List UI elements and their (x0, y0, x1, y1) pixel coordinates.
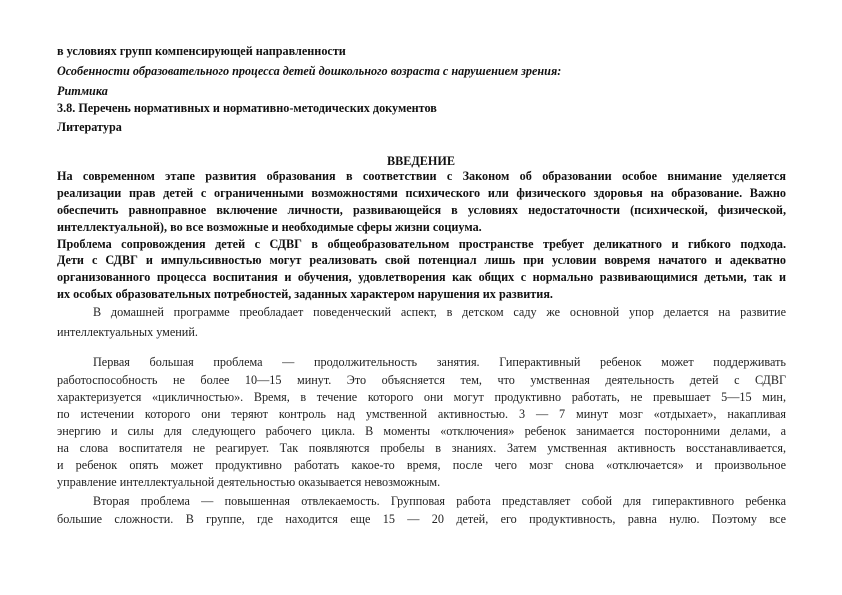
intro-line: обеспечить равноправное включение личности, развивающейся в условиях недостаточности (психической, физической, (57, 203, 786, 217)
paragraph-line: работоспособность не более 10—15 минут. Это объясняется тем, что умственная деятельность детей с СДВГ (57, 373, 786, 387)
toc-item: Особенности образовательного процесса детей дошкольного возраста с нарушением зрения: (57, 64, 562, 78)
toc-item: 3.8. Перечень нормативных и нормативно-методических документов (57, 101, 437, 115)
paragraph-line: на слова воспитателя не реагирует. Так появляются пробелы в знаниях. Затем умственная активность восстанавливается, (57, 441, 786, 455)
paragraph-line: управление интеллектуальной деятельностью оказывается невозможным. (57, 475, 441, 489)
paragraph-line: характеризуется «цикличностью». Время, в течение которого они могут продуктивно работать, не превышает 5—15 мин, (57, 390, 786, 404)
toc-item: в условиях групп компенсирующей направленности (57, 44, 346, 58)
toc-item: Ритмика (57, 84, 108, 98)
intro-line: интеллектуальной), во все возможные и необходимые сферы жизни социума. (57, 220, 482, 234)
paragraph-line: энергию и силы для следующего рабочего цикла. В моменты «отключения» ребенок занимается посторонними делами, а (57, 424, 786, 438)
paragraph-line: Вторая проблема — повышенная отвлекаемость. Групповая работа представляет собой для гиперактивного ребенка (93, 494, 786, 508)
paragraph-line: большие сложности. В группе, где находится еще 15 — 20 детей, его продуктивность, равна нулю. Поэтому все (57, 512, 786, 526)
section-heading: ВВЕДЕНИЕ (387, 154, 455, 168)
paragraph-line: и ребенок опять может продуктивно работать какое-то время, после чего мозг снова «отключается» и произвольное (57, 458, 786, 472)
paragraph-line: В домашней программе преобладает поведенческий аспект, в детском саду же основной упор делается на развитие (93, 305, 786, 319)
intro-line: их особых образовательных потребностей, заданных характером нарушения их развития. (57, 287, 553, 301)
intro-line: организованного процесса воспитания и обучения, удовлетворения как общих с нормально развивающимися детьми, так и (57, 270, 786, 284)
intro-line: Проблема сопровождения детей с СДВГ в общеобразовательном пространстве требует деликатного и гибкого подхода. (57, 237, 786, 251)
paragraph-line: по истечении которого они теряют контроль над умственной активностью. 3 — 7 минут мозг «отдыхает», накапливая (57, 407, 786, 421)
paragraph-line: интеллектуальных умений. (57, 325, 198, 339)
paragraph-line: Первая большая проблема — продолжительность занятия. Гиперактивный ребенок может поддерживать (93, 355, 786, 369)
intro-line: На современном этапе развития образования в соответствии с Законом об образовании особое внимание уделяется (57, 169, 786, 183)
toc-item: Литература (57, 120, 122, 134)
intro-line: Дети с СДВГ и импульсивностью могут реализовать свой потенциал лишь при условии вовремя начатого и адекватно (57, 253, 786, 267)
intro-line: реализации прав детей с ограниченными возможностями психического или физического здоровья на образование. Важно (57, 186, 786, 200)
